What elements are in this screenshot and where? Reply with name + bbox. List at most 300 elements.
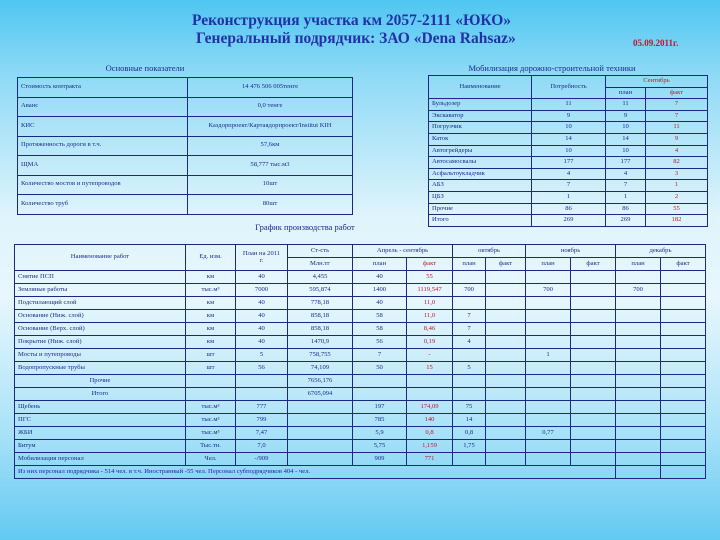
table-cell: 595,874 (288, 284, 353, 297)
table-cell (453, 349, 486, 362)
table-cell: 10 (532, 122, 606, 134)
table-cell: 0,8 (453, 427, 486, 440)
table-cell: Подстилающий слой (15, 297, 186, 310)
table-cell: 4 (646, 145, 708, 157)
table-row (429, 122, 708, 134)
table-cell (526, 453, 571, 466)
table-row (15, 336, 706, 349)
table-row (429, 99, 708, 111)
table-cell (486, 414, 526, 427)
table-cell: 771 (407, 453, 453, 466)
table-cell (486, 401, 526, 414)
table-cell: 56 (236, 362, 288, 375)
table-cell (661, 375, 706, 388)
table-cell: 14 (606, 133, 646, 145)
table-cell: 7 (453, 310, 486, 323)
table-row (15, 323, 706, 336)
table-cell (571, 388, 616, 401)
table-row (15, 414, 706, 427)
table-row (429, 145, 708, 157)
table-cell: 11 (532, 99, 606, 111)
table-cell: тыс.м³ (186, 427, 236, 440)
page-subtitle: Генеральный подрядчик: ЗАО «Dena Rahsaz» (196, 30, 516, 47)
table-cell (486, 388, 526, 401)
table-cell: 58,777 тыс.м3 (188, 156, 353, 176)
table-cell (486, 440, 526, 453)
table-cell: 269 (532, 215, 606, 227)
table-cell (486, 297, 526, 310)
table-cell: 11 (606, 99, 646, 111)
table-cell (571, 375, 616, 388)
col-name: Наименование (429, 76, 532, 99)
table-row (429, 168, 708, 180)
table-cell: ЩМА (18, 156, 188, 176)
table-cell: Аванс (18, 97, 188, 117)
table-cell: 3 (646, 168, 708, 180)
table-cell (486, 310, 526, 323)
table-cell (288, 414, 353, 427)
table-cell: 58 (353, 310, 407, 323)
table-row (429, 180, 708, 192)
table-cell: 7000 (236, 284, 288, 297)
table-cell (661, 271, 706, 284)
table-row (18, 195, 353, 215)
table-cell: 777 (236, 401, 288, 414)
table-cell (616, 349, 661, 362)
mobilization-table (428, 75, 708, 227)
table-row (15, 401, 706, 414)
col-plan: план (616, 258, 661, 271)
table-cell (661, 453, 706, 466)
table-cell: 11 (646, 122, 708, 134)
empty-cell (661, 466, 706, 479)
table-cell (526, 310, 571, 323)
table-cell (571, 414, 616, 427)
table-cell: Основание (Верх. слой) (15, 323, 186, 336)
table-cell (526, 414, 571, 427)
table-cell (186, 375, 236, 388)
table-cell: шт (186, 362, 236, 375)
table-row (18, 97, 353, 117)
table-row (15, 388, 706, 401)
table-cell (661, 336, 706, 349)
col-need: Потребность (532, 76, 606, 99)
table-cell (571, 336, 616, 349)
col-plan: план (606, 87, 646, 99)
table-cell (661, 284, 706, 297)
table-cell: 7656,176 (288, 375, 353, 388)
col-fact: факт (407, 258, 453, 271)
table-cell: АБЗ (429, 180, 532, 192)
table-cell (453, 453, 486, 466)
table-cell (526, 401, 571, 414)
table-cell: 11,0 (407, 310, 453, 323)
main-indicators-table (17, 77, 353, 215)
table-cell (616, 388, 661, 401)
table-cell: Каток (429, 133, 532, 145)
table-row (429, 110, 708, 122)
table-cell: 9 (606, 110, 646, 122)
table-cell: тыс.м³ (186, 414, 236, 427)
table-cell (186, 388, 236, 401)
table-row (18, 156, 353, 176)
col-oct: октябрь (453, 245, 526, 258)
table-cell: 9 (532, 110, 606, 122)
table-cell (661, 427, 706, 440)
table-cell (571, 440, 616, 453)
table-cell (353, 388, 407, 401)
table-cell (571, 323, 616, 336)
table-cell: 40 (236, 336, 288, 349)
table-cell: 10 (606, 145, 646, 157)
table-cell (236, 375, 288, 388)
table-cell: 858,18 (288, 310, 353, 323)
table-cell (486, 427, 526, 440)
table-cell: 40 (236, 323, 288, 336)
table-cell: 1 (606, 191, 646, 203)
table-cell: 80шт (188, 195, 353, 215)
table-cell: 86 (532, 203, 606, 215)
table-cell (661, 401, 706, 414)
table-cell (661, 323, 706, 336)
table-cell (616, 453, 661, 466)
table-cell: 7,47 (236, 427, 288, 440)
col-plan: план (526, 258, 571, 271)
table-cell (526, 362, 571, 375)
page-title: Реконструкция участка км 2057-2111 «ЮКО» (192, 12, 512, 29)
table-cell (486, 271, 526, 284)
table-cell (453, 388, 486, 401)
table-cell: 7 (532, 180, 606, 192)
table-cell (571, 401, 616, 414)
table-cell: 40 (236, 271, 288, 284)
table-cell: 74,109 (288, 362, 353, 375)
table-cell: Щебень (15, 401, 186, 414)
table-cell (616, 271, 661, 284)
table-cell: ПГС (15, 414, 186, 427)
empty-cell (616, 466, 661, 479)
table-cell: 11,0 (407, 297, 453, 310)
col-plan-2011: План на 2011 г. (236, 245, 288, 271)
table-cell: тыс.м³ (186, 284, 236, 297)
table-cell: 7 (606, 180, 646, 192)
table-cell: Чел. (186, 453, 236, 466)
table-cell: 7 (453, 323, 486, 336)
table-row (18, 78, 353, 98)
table-cell: ЖБИ (15, 427, 186, 440)
table-cell: 40 (353, 297, 407, 310)
table-cell (486, 284, 526, 297)
table-cell: Мобилизация персонал (15, 453, 186, 466)
table-cell: Количество труб (18, 195, 188, 215)
table-cell: Автосамосвалы (429, 157, 532, 169)
table-cell: 82 (646, 157, 708, 169)
table-row (429, 191, 708, 203)
table-cell: км (186, 271, 236, 284)
table-row (15, 362, 706, 375)
table-cell: Тыс.тн. (186, 440, 236, 453)
table-cell (453, 271, 486, 284)
table-cell: 785 (353, 414, 407, 427)
table-cell (288, 453, 353, 466)
table-cell: 56 (353, 336, 407, 349)
table-cell (526, 440, 571, 453)
table-row (429, 133, 708, 145)
table-row (15, 453, 706, 466)
table-cell: 75 (453, 401, 486, 414)
table-cell (571, 427, 616, 440)
table-cell: 10 (606, 122, 646, 134)
table-cell: ЦБЗ (429, 191, 532, 203)
table-cell: 1 (646, 180, 708, 192)
table-row (15, 427, 706, 440)
table-cell: 197 (353, 401, 407, 414)
table-cell: 14 (453, 414, 486, 427)
table-cell: шт (186, 349, 236, 362)
table-cell: км (186, 310, 236, 323)
table-row (15, 375, 706, 388)
table-cell (571, 271, 616, 284)
table-cell: 1470,9 (288, 336, 353, 349)
table-cell: Основание (Ниж. слой) (15, 310, 186, 323)
table-cell (616, 414, 661, 427)
table-cell (453, 297, 486, 310)
table-cell: 6705,094 (288, 388, 353, 401)
col-cost-unit: Млн.тг (288, 258, 353, 271)
col-fact: факт (571, 258, 616, 271)
table-cell: -/909 (236, 453, 288, 466)
table-cell: 1119,547 (407, 284, 453, 297)
table-cell (526, 388, 571, 401)
table-cell (526, 375, 571, 388)
table-cell (616, 375, 661, 388)
col-nov: ноябрь (526, 245, 616, 258)
table-cell: 0,0 тенге (188, 97, 353, 117)
table-row (18, 117, 353, 137)
table-cell (571, 310, 616, 323)
table-cell: 4,455 (288, 271, 353, 284)
table-cell: Протяженность дороги в т.ч. (18, 136, 188, 156)
table-cell: 700 (526, 284, 571, 297)
table-cell (661, 388, 706, 401)
table-cell: 7 (646, 99, 708, 111)
table-cell (526, 297, 571, 310)
table-cell: 50 (353, 362, 407, 375)
table-cell (526, 323, 571, 336)
table-cell: 4 (606, 168, 646, 180)
table-cell (453, 375, 486, 388)
table-cell (288, 427, 353, 440)
table-cell: КИС (18, 117, 188, 137)
table-cell: 0,19 (407, 336, 453, 349)
table-row (15, 310, 706, 323)
table-cell: 86 (606, 203, 646, 215)
table-row (15, 440, 706, 453)
table-cell: 5 (453, 362, 486, 375)
table-cell (616, 401, 661, 414)
table-cell: 9 (646, 133, 708, 145)
table-cell: 14 (532, 133, 606, 145)
col-work-name: Наименование работ (15, 245, 186, 271)
table-cell: 182 (646, 215, 708, 227)
table-cell: 778,18 (288, 297, 353, 310)
table-cell: км (186, 323, 236, 336)
col-fact: факт (661, 258, 706, 271)
table-cell (526, 336, 571, 349)
table-cell: Стоимость контракта (18, 78, 188, 98)
table-cell: 7,0 (236, 440, 288, 453)
table-cell: 1 (532, 191, 606, 203)
table-cell: Покрытие (Ниж. слой) (15, 336, 186, 349)
table-cell: - (407, 349, 453, 362)
table-cell: Снятие ПСП (15, 271, 186, 284)
table-cell: 40 (236, 310, 288, 323)
table-cell: 799 (236, 414, 288, 427)
col-apr-sep: Апрель - сентябрь (353, 245, 453, 258)
table-cell: км (186, 336, 236, 349)
col-month: Сентябрь (606, 76, 708, 88)
table-cell (486, 453, 526, 466)
table-cell: 1 (526, 349, 571, 362)
table-cell: 55 (646, 203, 708, 215)
table-cell: 700 (453, 284, 486, 297)
table-row (15, 297, 706, 310)
col-plan: план (453, 258, 486, 271)
table-row (18, 175, 353, 195)
table-cell: 1400 (353, 284, 407, 297)
table-cell: 40 (353, 271, 407, 284)
table-cell (486, 323, 526, 336)
table-cell: 5,9 (353, 427, 407, 440)
table-cell: Количество мостов и путепроводов (18, 175, 188, 195)
table-cell (661, 440, 706, 453)
table-cell (486, 349, 526, 362)
table-cell: 140 (407, 414, 453, 427)
schedule-caption: График производства работ (255, 222, 355, 232)
table-cell: 174,09 (407, 401, 453, 414)
table-cell: 10 (532, 145, 606, 157)
table-cell: 269 (606, 215, 646, 227)
table-row (15, 284, 706, 297)
table-cell: 5 (236, 349, 288, 362)
table-cell (661, 349, 706, 362)
table-cell: 0,8 (407, 427, 453, 440)
table-cell: Асфальтоукладчик (429, 168, 532, 180)
table-cell: 40 (236, 297, 288, 310)
table-cell: Прочие (429, 203, 532, 215)
table-row (15, 271, 706, 284)
col-plan: план (353, 258, 407, 271)
table-cell: 14 476 506 005тенге (188, 78, 353, 98)
table-cell: Погрузчик (429, 122, 532, 134)
table-row (15, 349, 706, 362)
table-cell: 55 (407, 271, 453, 284)
table-cell: Битум (15, 440, 186, 453)
table-cell: 5,75 (353, 440, 407, 453)
table-cell (616, 362, 661, 375)
schedule-table (14, 244, 706, 479)
table-cell (571, 297, 616, 310)
table-cell (526, 271, 571, 284)
personnel-footnote: Из них персонал подрядчика - 514 чел. в т.ч. Иностранный -55 чел. Персонал субподрядчиков 404 - чел. (15, 466, 616, 479)
table-cell: 2 (646, 191, 708, 203)
table-cell: 7 (353, 349, 407, 362)
table-cell (407, 388, 453, 401)
table-cell (616, 297, 661, 310)
table-row (429, 157, 708, 169)
col-unit: Ед. изм. (186, 245, 236, 271)
table-cell (616, 440, 661, 453)
table-cell (571, 349, 616, 362)
table-cell (571, 362, 616, 375)
table-cell: Автогрейдеры (429, 145, 532, 157)
table-cell: 700 (616, 284, 661, 297)
table-cell (571, 284, 616, 297)
table-cell: 57,6км (188, 136, 353, 156)
table-cell (486, 362, 526, 375)
col-dec: декабрь (616, 245, 706, 258)
table-cell: 1,159 (407, 440, 453, 453)
table-cell (407, 375, 453, 388)
table-cell (288, 440, 353, 453)
table-cell (661, 297, 706, 310)
mobilization-caption: Мобилизация дорожно-строительной техники (468, 63, 636, 73)
table-cell (661, 310, 706, 323)
table-cell: 15 (407, 362, 453, 375)
table-cell: 58 (353, 323, 407, 336)
col-cost: Ст-сть (288, 245, 353, 258)
table-cell: 858,18 (288, 323, 353, 336)
table-cell: 4 (532, 168, 606, 180)
col-fact: факт (486, 258, 526, 271)
table-cell: 4 (453, 336, 486, 349)
table-cell: тыс.м³ (186, 401, 236, 414)
table-cell: Прочие (15, 375, 186, 388)
table-cell (616, 336, 661, 349)
table-cell: 7 (646, 110, 708, 122)
table-cell: 177 (606, 157, 646, 169)
table-cell: 8,46 (407, 323, 453, 336)
table-cell: км (186, 297, 236, 310)
table-cell: Мосты и путепроводы (15, 349, 186, 362)
table-cell (288, 401, 353, 414)
table-cell: Бульдозер (429, 99, 532, 111)
table-cell (616, 427, 661, 440)
table-cell (236, 388, 288, 401)
table-row (429, 215, 708, 227)
table-cell (571, 453, 616, 466)
table-cell: Каздорпроект/Картаядорпроект/Institut KIH (188, 117, 353, 137)
table-cell: 1,75 (453, 440, 486, 453)
table-cell: 0,77 (526, 427, 571, 440)
table-cell (661, 414, 706, 427)
table-cell (616, 323, 661, 336)
table-cell: 909 (353, 453, 407, 466)
table-cell: Земляные работы (15, 284, 186, 297)
table-cell (353, 375, 407, 388)
main-indicators-caption: Основные показатели (105, 63, 185, 73)
table-row (18, 136, 353, 156)
table-cell: Водопропускные трубы (15, 362, 186, 375)
table-cell (486, 375, 526, 388)
report-date: 05.09.2011г. (633, 38, 679, 48)
table-cell: Итого (429, 215, 532, 227)
table-cell (486, 336, 526, 349)
table-cell (661, 362, 706, 375)
table-cell (616, 310, 661, 323)
table-cell: Экскаватор (429, 110, 532, 122)
col-fact: факт (646, 87, 708, 99)
